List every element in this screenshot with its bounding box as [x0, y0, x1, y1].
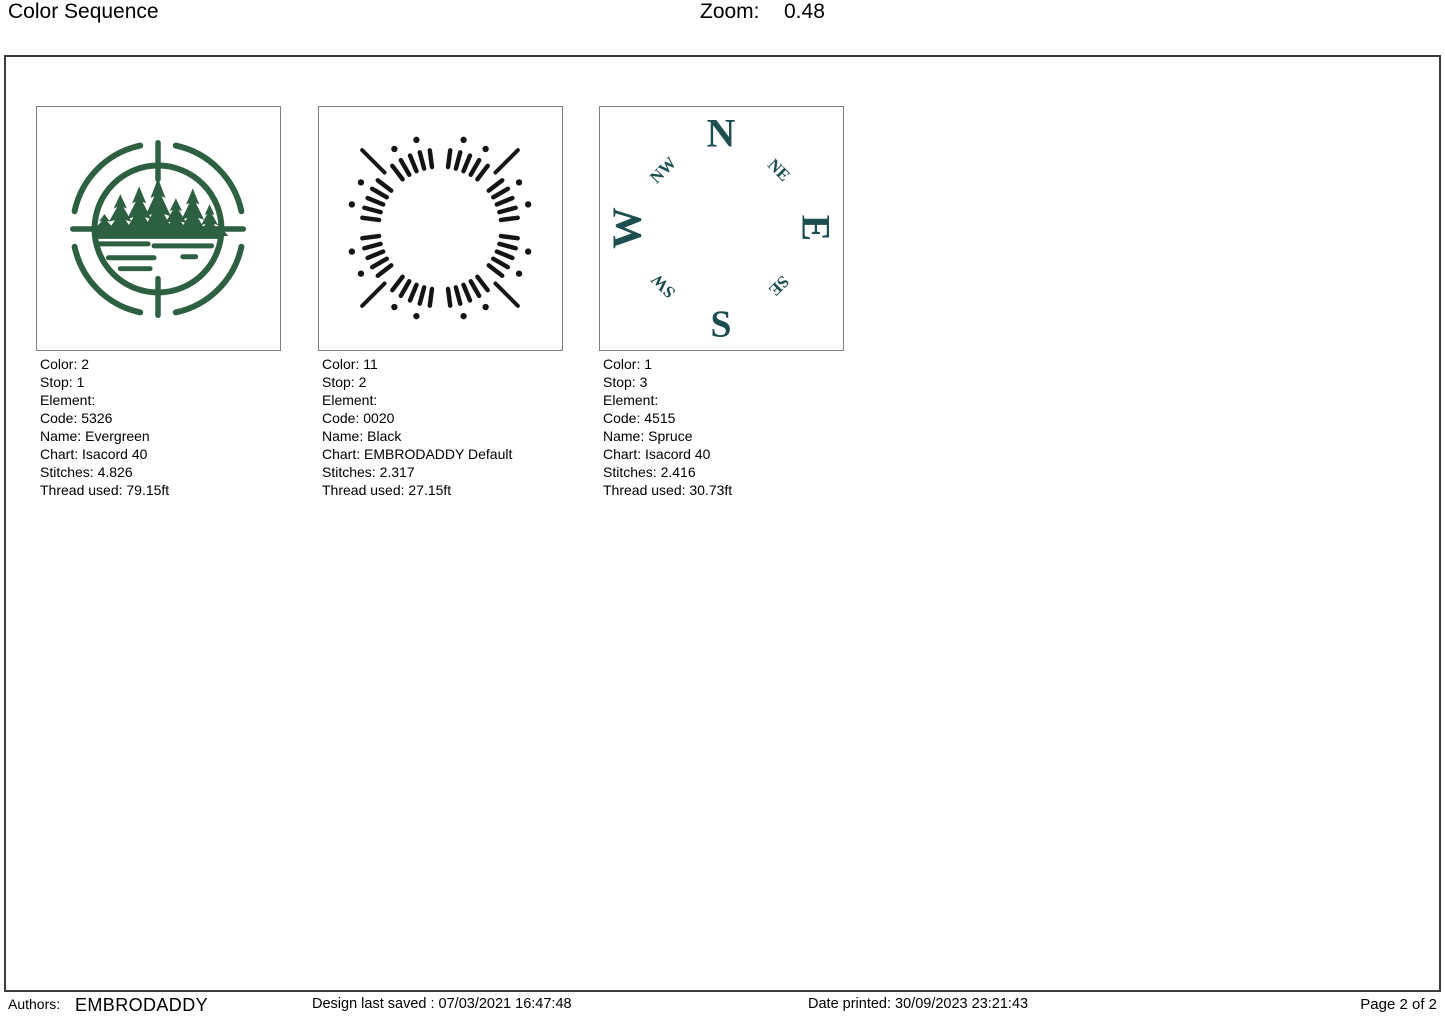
degree-tick [489, 180, 502, 190]
thread-details-2 [322, 355, 512, 499]
tick-ring-strokes [362, 150, 518, 306]
authors-label: Authors: [8, 996, 61, 1012]
tick-dot [516, 270, 522, 276]
degree-tick [378, 265, 391, 275]
compass-letter-s: S [710, 303, 732, 346]
detail-line: Stitches: 2.416 [603, 464, 696, 480]
detail-line: Stitches: 4.826 [40, 464, 133, 480]
degree-tick [420, 152, 424, 168]
degree-tick [364, 244, 380, 248]
design-thumbnail-spruce[interactable] [599, 106, 844, 351]
detail-line: Thread used: 27.15ft [322, 482, 452, 498]
degree-tick [401, 160, 409, 175]
degree-tick [448, 289, 450, 306]
detail-line: Stop: 3 [603, 374, 648, 390]
degree-tick [497, 252, 513, 258]
page-title: Color Sequence [8, 0, 159, 23]
tick-dot [482, 304, 488, 310]
detail-line: Element: [322, 392, 378, 408]
tick-dot [391, 304, 397, 310]
tick-ring-design [319, 107, 562, 350]
tick-dot [358, 270, 364, 276]
detail-line: Name: Spruce [603, 428, 693, 444]
zoom-label: Zoom: [700, 0, 760, 23]
detail-line: Name: Black [322, 428, 402, 444]
detail-line: Stitches: 2.317 [322, 464, 415, 480]
detail-line: Element: [603, 392, 659, 408]
thread-details-1 [40, 355, 169, 499]
zoom-value[interactable]: 0.48 [784, 0, 825, 23]
ground-line [95, 232, 224, 239]
degree-tick [378, 180, 391, 190]
tick-dot [516, 179, 522, 185]
compass-letter-w: W [604, 207, 651, 249]
tick-dot [460, 313, 466, 319]
diagonal-dash [495, 283, 517, 305]
degree-tick [368, 198, 384, 204]
degree-tick [456, 152, 460, 168]
design-thumbnail-black[interactable] [318, 106, 563, 351]
design-last-saved: Design last saved : 07/03/2021 16:47:48 [312, 996, 572, 1012]
degree-tick [362, 236, 379, 238]
degree-tick [448, 150, 450, 167]
degree-tick [430, 150, 432, 167]
compass-letter-sw: SW [647, 269, 680, 302]
content-frame [4, 55, 1441, 992]
degree-tick [420, 287, 424, 303]
evergreen-scope-design [37, 107, 280, 350]
detail-line: Chart: Isacord 40 [40, 446, 148, 462]
tick-dot [525, 248, 531, 254]
diagonal-dash [362, 283, 384, 305]
compass-letters [604, 112, 837, 346]
detail-line: Chart: Isacord 40 [603, 446, 711, 462]
detail-line: Thread used: 79.15ft [40, 482, 170, 498]
compass-letter-nw: NW [646, 153, 681, 188]
degree-tick [392, 166, 402, 179]
tick-dot [358, 179, 364, 185]
degree-tick [493, 189, 508, 197]
degree-tick [499, 244, 515, 248]
degree-tick [499, 208, 515, 212]
degree-tick [493, 259, 508, 267]
authors-value: EMBRODADDY [75, 995, 209, 1015]
detail-line: Code: 5326 [40, 410, 113, 426]
detail-line: Element: [40, 392, 96, 408]
degree-tick [364, 208, 380, 212]
degree-tick [501, 218, 518, 220]
degree-tick [392, 277, 402, 290]
detail-line: Stop: 1 [40, 374, 85, 390]
degree-tick [477, 277, 487, 290]
compass-letter-se: SE [764, 271, 793, 300]
diagonal-dash [362, 150, 384, 172]
detail-line: Code: 0020 [322, 410, 395, 426]
degree-tick [372, 259, 387, 267]
degree-tick [489, 265, 502, 275]
date-printed: Date printed: 30/09/2023 23:21:43 [808, 996, 1029, 1012]
degree-tick [464, 285, 470, 301]
degree-tick [456, 287, 460, 303]
degree-tick [464, 156, 470, 172]
compass-letter-ne: NE [763, 155, 794, 186]
degree-tick [368, 252, 384, 258]
detail-line: Chart: EMBRODADDY Default [322, 446, 513, 462]
tick-dot [413, 137, 419, 143]
compass-letter-e: E [793, 214, 838, 242]
degree-tick [372, 189, 387, 197]
degree-tick [497, 198, 513, 204]
tick-dot [349, 248, 355, 254]
page-number: Page 2 of 2 [1360, 996, 1437, 1013]
diagonal-dash [495, 150, 517, 172]
detail-line: Color: 11 [322, 356, 378, 372]
compass-letter-n: N [706, 111, 736, 156]
compass-letters-design [600, 107, 843, 350]
detail-line: Code: 4515 [603, 410, 676, 426]
detail-line: Color: 2 [40, 356, 90, 372]
detail-line: Thread used: 30.73ft [603, 482, 733, 498]
tick-dot [525, 201, 531, 207]
thread-details-3 [603, 355, 732, 499]
degree-tick [501, 236, 518, 238]
degree-tick [471, 160, 479, 175]
degree-tick [471, 281, 479, 296]
degree-tick [362, 218, 379, 220]
degree-tick [430, 289, 432, 306]
design-thumbnail-evergreen[interactable] [36, 106, 281, 351]
tick-dot [460, 137, 466, 143]
tick-dot [482, 146, 488, 152]
tick-dot [391, 146, 397, 152]
detail-line: Name: Evergreen [40, 428, 150, 444]
tick-dot [349, 201, 355, 207]
degree-tick [401, 281, 409, 296]
detail-line: Color: 1 [603, 356, 653, 372]
degree-tick [410, 285, 416, 301]
tick-dot [413, 313, 419, 319]
degree-tick [410, 156, 416, 172]
detail-line: Stop: 2 [322, 374, 367, 390]
degree-tick [477, 166, 487, 179]
